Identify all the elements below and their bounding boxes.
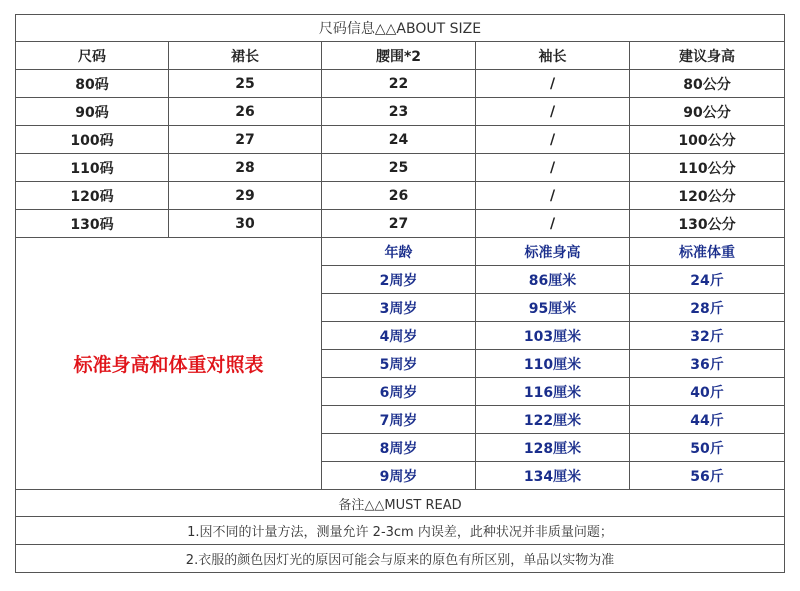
- header-sleeve-length: 袖长: [476, 42, 630, 70]
- standard-height-cell: 86厘米: [476, 266, 630, 294]
- standard-height-cell: 134厘米: [476, 462, 630, 490]
- size-row: [16, 70, 785, 98]
- standard-weight-cell: 50斤: [630, 434, 785, 462]
- waist-cell: 23: [322, 98, 476, 126]
- reference-chart-label: 标准身高和体重对照表: [16, 238, 322, 490]
- standard-weight-cell: 28斤: [630, 294, 785, 322]
- standard-weight-cell: 40斤: [630, 378, 785, 406]
- size-info-table: [15, 14, 785, 573]
- age-cell: 5周岁: [322, 350, 476, 378]
- standard-height-cell: 110厘米: [476, 350, 630, 378]
- standard-weight-cell: 56斤: [630, 462, 785, 490]
- sleeve-length-cell: /: [476, 182, 630, 210]
- note-row: [16, 517, 785, 545]
- waist-cell: 22: [322, 70, 476, 98]
- header-suggested-height: 建议身高: [630, 42, 785, 70]
- skirt-length-cell: 28: [169, 154, 322, 182]
- header-waist: 腰围*2: [322, 42, 476, 70]
- skirt-length-cell: 27: [169, 126, 322, 154]
- standard-height-cell: 128厘米: [476, 434, 630, 462]
- notes-title: 备注△△MUST READ: [16, 490, 785, 517]
- standard-weight-cell: 32斤: [630, 322, 785, 350]
- size-cell: 80码: [16, 70, 169, 98]
- size-cell: 90码: [16, 98, 169, 126]
- title-row: [16, 15, 785, 42]
- standard-weight-cell: 24斤: [630, 266, 785, 294]
- size-cell: 100码: [16, 126, 169, 154]
- notes-title-row: [16, 490, 785, 517]
- size-row: [16, 154, 785, 182]
- suggested-height-cell: 90公分: [630, 98, 785, 126]
- reference-header-row: [16, 238, 785, 266]
- sleeve-length-cell: /: [476, 210, 630, 238]
- header-standard-height: 标准身高: [476, 238, 630, 266]
- sleeve-length-cell: /: [476, 154, 630, 182]
- note-line-2: 2.衣服的颜色因灯光的原因可能会与原来的原色有所区别，单品以实物为准: [16, 545, 785, 573]
- suggested-height-cell: 110公分: [630, 154, 785, 182]
- size-info-panel: [15, 14, 784, 578]
- note-row: [16, 545, 785, 573]
- age-cell: 3周岁: [322, 294, 476, 322]
- size-row: [16, 98, 785, 126]
- age-cell: 7周岁: [322, 406, 476, 434]
- standard-height-cell: 103厘米: [476, 322, 630, 350]
- skirt-length-cell: 25: [169, 70, 322, 98]
- header-size: 尺码: [16, 42, 169, 70]
- standard-weight-cell: 44斤: [630, 406, 785, 434]
- standard-height-cell: 122厘米: [476, 406, 630, 434]
- skirt-length-cell: 26: [169, 98, 322, 126]
- sleeve-length-cell: /: [476, 126, 630, 154]
- age-cell: 8周岁: [322, 434, 476, 462]
- note-line-1: 1.因不同的计量方法，测量允许 2-3cm 内误差，此种状况并非质量问题；: [16, 517, 785, 545]
- waist-cell: 24: [322, 126, 476, 154]
- header-age: 年龄: [322, 238, 476, 266]
- waist-cell: 25: [322, 154, 476, 182]
- size-cell: 110码: [16, 154, 169, 182]
- age-cell: 2周岁: [322, 266, 476, 294]
- standard-height-cell: 116厘米: [476, 378, 630, 406]
- size-info-title: 尺码信息△△ABOUT SIZE: [16, 15, 785, 42]
- size-row: [16, 126, 785, 154]
- age-cell: 9周岁: [322, 462, 476, 490]
- waist-cell: 27: [322, 210, 476, 238]
- size-cell: 120码: [16, 182, 169, 210]
- suggested-height-cell: 80公分: [630, 70, 785, 98]
- skirt-length-cell: 29: [169, 182, 322, 210]
- size-row: [16, 210, 785, 238]
- header-standard-weight: 标准体重: [630, 238, 785, 266]
- suggested-height-cell: 130公分: [630, 210, 785, 238]
- size-header-row: [16, 42, 785, 70]
- age-cell: 4周岁: [322, 322, 476, 350]
- standard-height-cell: 95厘米: [476, 294, 630, 322]
- sleeve-length-cell: /: [476, 98, 630, 126]
- size-row: [16, 182, 785, 210]
- suggested-height-cell: 100公分: [630, 126, 785, 154]
- size-cell: 130码: [16, 210, 169, 238]
- waist-cell: 26: [322, 182, 476, 210]
- sleeve-length-cell: /: [476, 70, 630, 98]
- standard-weight-cell: 36斤: [630, 350, 785, 378]
- header-skirt-length: 裙长: [169, 42, 322, 70]
- suggested-height-cell: 120公分: [630, 182, 785, 210]
- age-cell: 6周岁: [322, 378, 476, 406]
- skirt-length-cell: 30: [169, 210, 322, 238]
